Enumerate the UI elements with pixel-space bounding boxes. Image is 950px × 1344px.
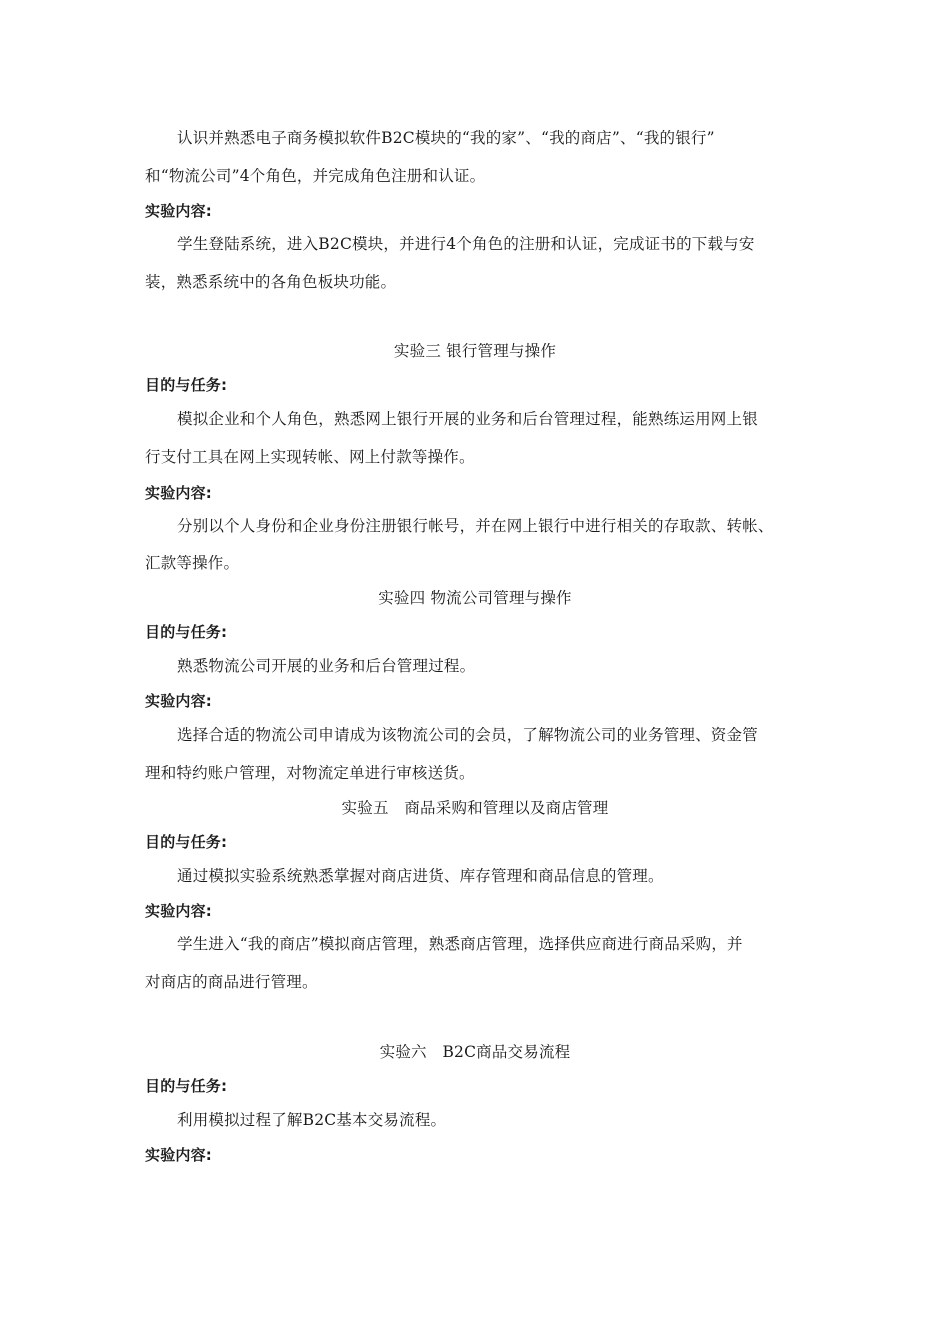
exp3-content-line-2: 汇款等操作。: [145, 554, 240, 572]
exp3-purpose-label: 目的与任务:: [145, 376, 228, 394]
exp5-purpose-line-1: 通过模拟实验系统熟悉掌握对商店进货、库存管理和商品信息的管理。: [177, 867, 664, 885]
exp4-purpose-line-1: 熟悉物流公司开展的业务和后台管理过程。: [177, 657, 476, 675]
exp3-content-label: 实验内容:: [145, 484, 212, 502]
exp4-content-line-2: 理和特约账户管理，对物流定单进行审核送货。: [145, 764, 475, 782]
exp3-purpose-line-1: 模拟企业和个人角色，熟悉网上银行开展的业务和后台管理过程，能熟练运用网上银: [177, 410, 758, 428]
exp5-content-label: 实验内容:: [145, 902, 212, 920]
exp4-content-label: 实验内容:: [145, 692, 212, 710]
exp6-title: 实验六 B2C商品交易流程: [379, 1043, 571, 1061]
exp5-title: 实验五 商品采购和管理以及商店管理: [341, 799, 609, 817]
exp4-title: 实验四 物流公司管理与操作: [378, 589, 572, 607]
exp5-content-line-1: 学生进入“我的商店”模拟商店管理，熟悉商店管理，选择供应商进行商品采购，并: [177, 935, 743, 953]
intro-content-label: 实验内容:: [145, 202, 212, 220]
exp6-purpose-line-1: 利用模拟过程了解B2C基本交易流程。: [177, 1111, 447, 1129]
exp6-content-label: 实验内容:: [145, 1146, 212, 1164]
exp4-content-line-1: 选择合适的物流公司申请成为该物流公司的会员，了解物流公司的业务管理、资金管: [177, 726, 758, 744]
exp3-content-line-1: 分别以个人身份和企业身份注册银行帐号，并在网上银行中进行相关的存取款、转帐、: [177, 517, 774, 535]
intro-content-line-2: 装，熟悉系统中的各角色板块功能。: [145, 273, 397, 291]
exp3-purpose-line-2: 行支付工具在网上实现转帐、网上付款等操作。: [145, 448, 475, 466]
intro-content-line-1: 学生登陆系统，进入B2C模块，并进行4个角色的注册和认证，完成证书的下载与安: [177, 235, 755, 253]
exp4-purpose-label: 目的与任务:: [145, 623, 228, 641]
exp5-purpose-label: 目的与任务:: [145, 833, 228, 851]
exp3-title: 实验三 银行管理与操作: [393, 342, 557, 360]
exp6-purpose-label: 目的与任务:: [145, 1077, 228, 1095]
intro-paragraph-line-1: 认识并熟悉电子商务模拟软件B2C模块的“我的家”、“我的商店”、“我的银行”: [177, 129, 715, 147]
intro-paragraph-line-2: 和“物流公司”4个角色，并完成角色注册和认证。: [145, 167, 486, 185]
exp5-content-line-2: 对商店的商品进行管理。: [145, 973, 318, 991]
